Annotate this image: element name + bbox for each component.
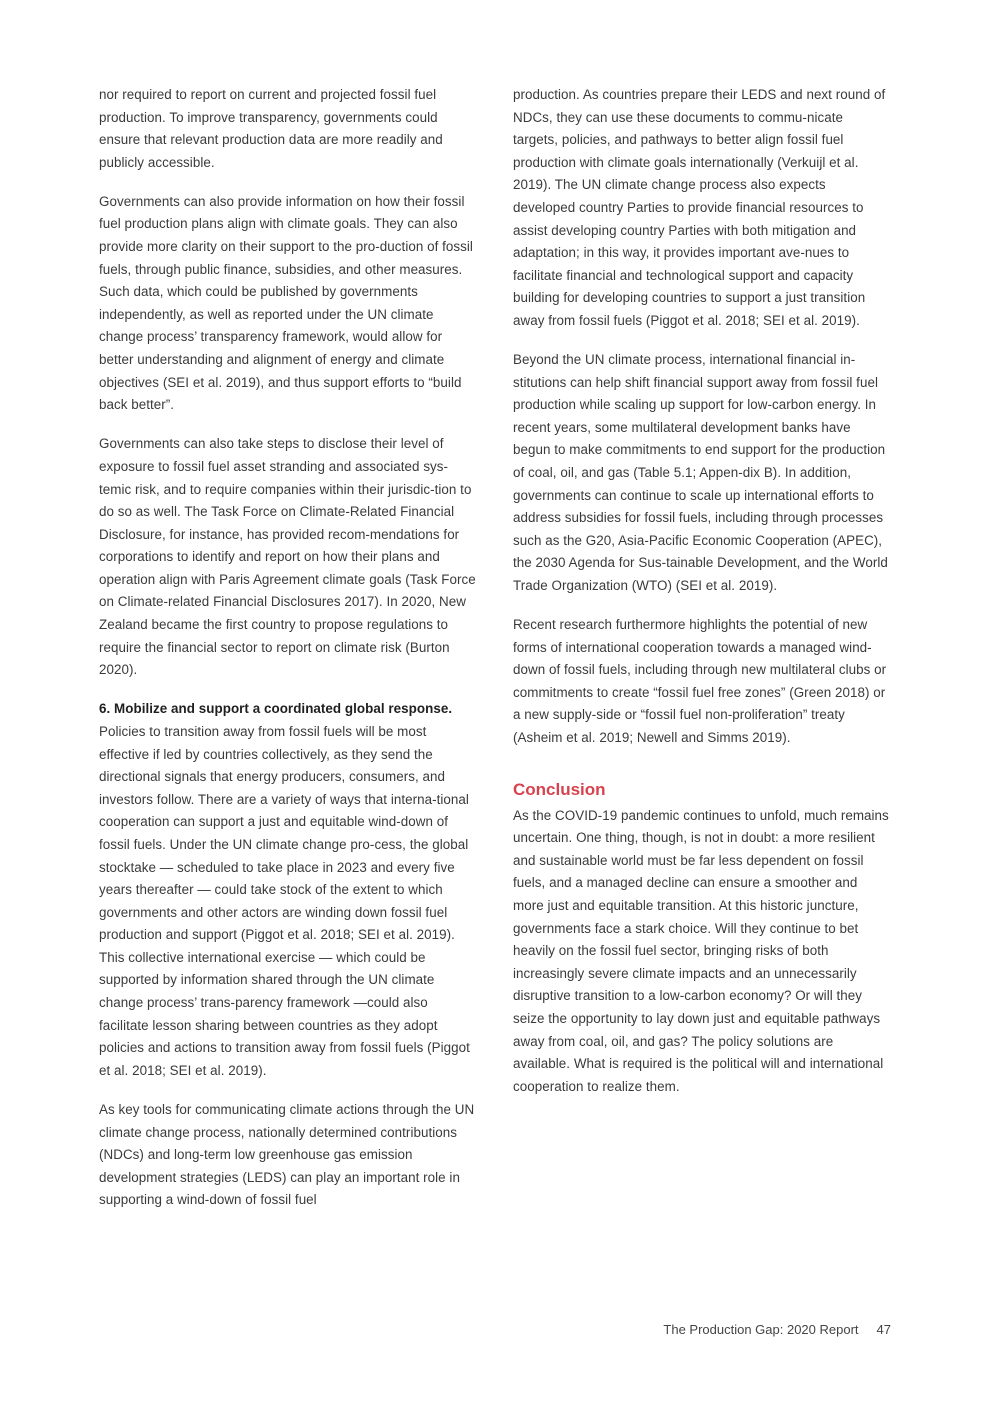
paragraph: Beyond the UN climate process, international financial in-stitutions can help shift financial support away from fossil fuel production while scaling up support for low-carbon energy. In recent years, some multilateral development banks have begun to make commitments to end support for the production of coal, oil, and gas (Table 5.1; Appen-dix B). In addition, governments can continue to scale up international efforts to address subsidies for fossil fuels, including through processes such as the G20, Asia-Pacific Economic Cooperation (APEC), the 2030 Agenda for Sus-tainable Development, and the World Trade Organization (WTO) (SEI et al. 2019). (513, 352, 888, 593)
paragraph: Recent research furthermore highlights the potential of new forms of international cooperation towards a managed wind-down of fossil fuels, including through new multilateral clubs or commitments to create “fossil fuel free zones” (Green 2018) or a new supply-side or “fossil fuel non-proliferation” treaty (Asheim et al. 2019; Newell and Simms 2019). (513, 617, 887, 746)
mobilize-body: Policies to transition away from fossil fuels will be most effective if led by countries collectively, as they send the directional signals that energy producers, consumers, and investors follow. There are a variety of ways that interna-tional cooperation can support a just and equitable wind-down of fossil fuels. Under the UN climate change pro-cess, the global stocktake — scheduled to take place in 2023 and every five years thereafter — could take stock of the extent to which governments and other actors are winding down fossil fuel production and support (Piggot et al. 2018; SEI et al. 2019). This collective international exercise — which could be supported by information shared through the UN climate change process’ trans-parency framework —could also facilitate lesson sharing between countries as they adopt policies and actions to transition away from fossil fuels (Piggot et al. 2018; SEI et al. 2019). (99, 723, 470, 1078)
paragraph: Governments can also provide information on how their fossil fuel production plans align with climate goals. They can also provide more clarity on their support to the pro-duction of fossil fuels, through public finance, subsidies, and other measures. Such data, which could be published by governments independently, as well as reported under the UN climate change process’ transparency framework, would allow for better understanding and alignment of energy and climate objectives (SEI et al. 2019), and thus support efforts to “build back better”. (99, 193, 473, 413)
mobilize-lead-heading: 6. Mobilize and support a coordinated global response. (99, 701, 453, 717)
conclusion-heading: Conclusion (513, 779, 606, 799)
page-footer (663, 1322, 891, 1337)
report-title: The Production Gap: 2020 Report (663, 1322, 859, 1337)
right-column (513, 84, 891, 1115)
paragraph: Governments can also take steps to disclose their level of exposure to fossil fuel asset stranding and associated sys-temic risk, and to require companies within their jurisdic-tion to do so as well. The Task Force on Climate-Related Financial Disclosure, for instance, has provided recom-mendations for corporations to identify and report on how their plans and operation align with Paris Agreement climate goals (Task Force on Climate-related Financial Disclosures 2017). In 2020, New Zealand became the first country to propose regulations to require the financial sector to report on climate risk (Burton 2020). (99, 436, 476, 678)
paragraph: As key tools for communicating climate actions through the UN climate change process, nationally determined contributions (NDCs) and long-term low greenhouse gas emission development strategies (LEDS) can play an important role in supporting a wind-down of fossil fuel (99, 1101, 475, 1208)
conclusion-paragraph: As the COVID-19 pandemic continues to unfold, much remains uncertain. One thing, though, is not in doubt: a more resilient and sustainable world must be far less dependent on fossil fuels, and a managed decline can ensure a smoother and more just and equitable transition. At this historic juncture, governments face a stark choice. Will they continue to bet heavily on the fossil fuel sector, bringing risks of both increasingly severe climate impacts and an unnecessarily disruptive transition to a low-carbon economy? Or will they seize the opportunity to lay down just and equitable pathways away from coal, oil, and gas? The policy solutions are available. What is required is the political will and international cooperation to realize them. (513, 807, 889, 1094)
paragraph-mobilize (99, 698, 477, 1082)
left-column (99, 84, 477, 1228)
paragraph: production. As countries prepare their LEDS and next round of NDCs, they can use these documents to commu-nicate targets, policies, and pathways to better align fossil fuel production with climate goals internationally (Verkuijl et al. 2019). The UN climate change process also expects developed country Parties to provide financial resources to assist developing country Parties with both mitigation and adaptation; in this way, it provides important ave-nues to facilitate financial and technological support and capacity building for developing countries to support a just transition away from fossil fuels (Piggot et al. 2018; SEI et al. 2019). (513, 87, 886, 328)
page-number: 47 (876, 1322, 891, 1337)
paragraph: nor required to report on current and projected fossil fuel production. To improve transparency, governments could ensure that relevant production data are more readily and publicly accessible. (99, 87, 443, 170)
